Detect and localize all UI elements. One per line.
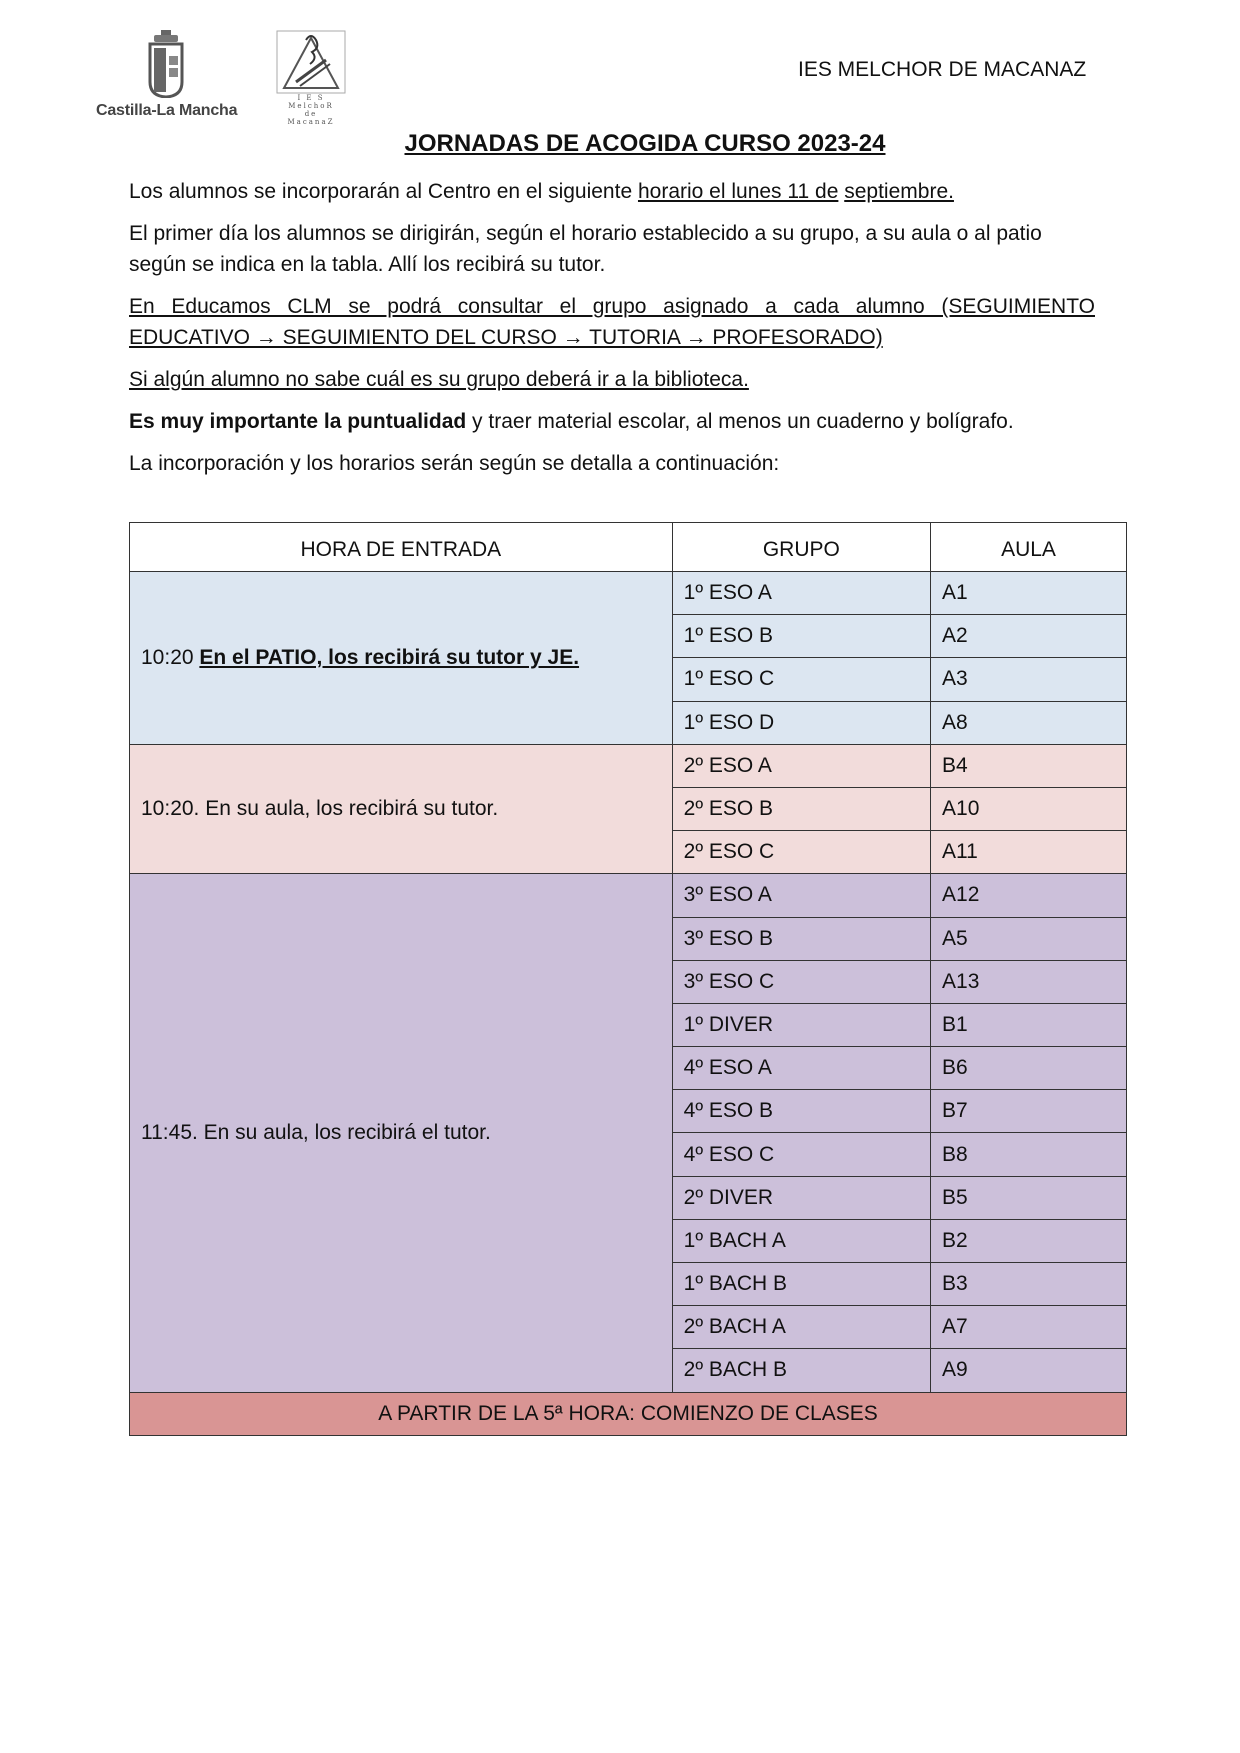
grupo-cell: 2º ESO C: [672, 831, 930, 874]
library-paragraph: Si algún alumno no sabe cuál es su grupo deberá ir a la biblioteca.: [129, 368, 749, 391]
month-text: septiembre.: [844, 180, 954, 203]
grupo-cell: 2º BACH B: [672, 1349, 930, 1392]
punctuality-paragraph: [129, 406, 1095, 437]
aula-cell: B4: [931, 744, 1127, 787]
grupo-cell: 4º ESO A: [672, 1047, 930, 1090]
ies-emblem-icon: [276, 30, 346, 94]
punctuality-bold: Es muy importante la puntualidad: [129, 410, 467, 433]
castilla-la-mancha-text: Castilla-La Mancha: [96, 102, 238, 119]
grupo-cell: 1º ESO C: [672, 658, 930, 701]
table-row: [130, 744, 1127, 787]
aula-cell: A2: [931, 615, 1127, 658]
aula-cell: B6: [931, 1047, 1127, 1090]
aula-cell: A9: [931, 1349, 1127, 1392]
castilla-la-mancha-logo: [96, 30, 236, 122]
punctuality-rest: y traer material escolar, al menos un cuaderno y bolígrafo.: [466, 410, 1014, 433]
grupo-cell: 2º BACH A: [672, 1306, 930, 1349]
grupo-cell: 1º BACH B: [672, 1263, 930, 1306]
block1-time: 10:20: [141, 645, 200, 669]
grupo-cell: 1º ESO D: [672, 701, 930, 744]
educamos-line-2: EDUCATIVO → SEGUIMIENTO DEL CURSO → TUTORIA → PROFESORADO): [129, 326, 883, 349]
aula-cell: B7: [931, 1090, 1127, 1133]
grupo-cell: 4º ESO C: [672, 1133, 930, 1176]
aula-cell: B3: [931, 1263, 1127, 1306]
aula-cell: A1: [931, 572, 1127, 615]
schedule-date-text: horario el lunes 11 de: [637, 180, 839, 203]
aula-cell: B5: [931, 1176, 1127, 1219]
block1-hora: [130, 572, 673, 745]
block1-place: En el PATIO, los recibirá su tutor y JE.: [199, 645, 580, 669]
table-footer-row: [130, 1392, 1127, 1435]
grupo-cell: 2º ESO A: [672, 744, 930, 787]
grupo-cell: 3º ESO B: [672, 917, 930, 960]
aula-cell: B8: [931, 1133, 1127, 1176]
intro-paragraph: [129, 176, 1095, 207]
table-header-row: [130, 523, 1127, 572]
ies-logo-lettering: I E S MelchoR de MacanaZ: [287, 94, 335, 126]
aula-cell: A3: [931, 658, 1127, 701]
header-grupo: GRUPO: [672, 523, 930, 572]
block3-hora: 11:45. En su aula, los recibirá el tutor.: [130, 874, 673, 1392]
classes-start-note: A PARTIR DE LA 5ª HORA: COMIENZO DE CLASES: [130, 1392, 1127, 1435]
school-name: IES MELCHOR DE MACANAZ: [798, 58, 1087, 81]
grupo-cell: 2º ESO B: [672, 787, 930, 830]
grupo-cell: 1º ESO B: [672, 615, 930, 658]
educamos-line-1: En Educamos CLM se podrá consultar el grupo asignado a cada alumno (SEGUIMIENTO: [129, 295, 1095, 318]
grupo-cell: 1º DIVER: [672, 1003, 930, 1046]
page-title: JORNADAS DE ACOGIDA CURSO 2023-24: [404, 130, 886, 157]
grupo-cell: 4º ESO B: [672, 1090, 930, 1133]
block2-hora: 10:20. En su aula, los recibirá su tutor.: [130, 744, 673, 874]
grupo-cell: 3º ESO A: [672, 874, 930, 917]
header-aula: AULA: [931, 523, 1127, 572]
coat-of-arms-icon: [146, 30, 186, 98]
aula-cell: B2: [931, 1219, 1127, 1262]
first-day-paragraph: El primer día los alumnos se dirigirán, según el horario establecido a su grupo, a su aula o al patio según se indica en la tabla. Allí los recibirá su tutor.: [129, 222, 1042, 276]
aula-cell: A12: [931, 874, 1127, 917]
aula-cell: A11: [931, 831, 1127, 874]
aula-cell: A10: [931, 787, 1127, 830]
aula-cell: A8: [931, 701, 1127, 744]
header-hora: HORA DE ENTRADA: [130, 523, 673, 572]
ies-logo: [276, 30, 346, 126]
aula-cell: B1: [931, 1003, 1127, 1046]
grupo-cell: 3º ESO C: [672, 960, 930, 1003]
aula-cell: A5: [931, 917, 1127, 960]
grupo-cell: 1º BACH A: [672, 1219, 930, 1262]
table-row: [130, 572, 1127, 615]
intro-text: Los alumnos se incorporarán al Centro en el siguiente: [129, 180, 638, 203]
table-row: [130, 874, 1127, 917]
aula-cell: A7: [931, 1306, 1127, 1349]
details-paragraph: La incorporación y los horarios serán según se detalla a continuación:: [129, 452, 780, 475]
grupo-cell: 2º DIVER: [672, 1176, 930, 1219]
schedule-table: [129, 522, 1127, 1436]
aula-cell: A13: [931, 960, 1127, 1003]
grupo-cell: 1º ESO A: [672, 572, 930, 615]
